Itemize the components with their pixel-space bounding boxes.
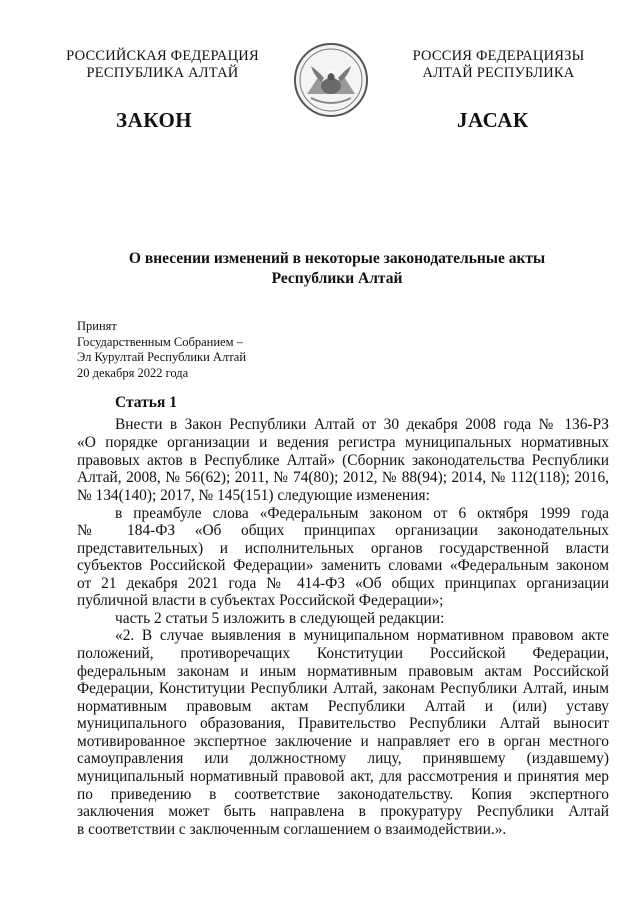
body-line: часть 2 статьи 5 изложить в следующей редакции: xyxy=(115,610,445,627)
coat-of-arms-emblem xyxy=(293,42,369,118)
header-left xyxy=(40,48,285,82)
adoption-line-2: Государственным Собранием – xyxy=(77,334,243,349)
body-line: представительных) и исполнительных органов государственной власти xyxy=(77,540,609,557)
body-line: № 184-ФЗ «Об общих принципах организации законодательных xyxy=(77,522,609,539)
body-line: в соответствии с заключенным соглашением о взаимодействии.». xyxy=(77,821,507,838)
body-line: самоуправления или должностному лицу, принявшему (издавшему) xyxy=(77,750,609,767)
body-line: «2. В случае выявления в муниципальном нормативном правовом акте xyxy=(115,627,609,644)
body-line: Внести в Закон Республики Алтай от 30 декабря 2008 года № 136-РЗ xyxy=(115,416,609,433)
adoption-date: 20 декабря 2022 года xyxy=(77,365,189,380)
republic-name-alt: АЛТАЙ РЕСПУБЛИКА xyxy=(422,65,575,81)
body-line: Алтай, 2008, № 56(62); 2011, № 74(80); 2012, № 88(94); 2014, № 112(118); 2016, xyxy=(77,469,609,486)
adoption-line-3: Эл Курултай Республики Алтай xyxy=(77,350,247,364)
article-heading: Статья 1 xyxy=(115,394,177,411)
body-line: субъектов Российской Федерации» заменить словами «Федеральным законом xyxy=(77,557,609,574)
country-name-alt: РОССИЯ ФЕДЕРАЦИЯЗЫ xyxy=(412,48,585,64)
title-line-1: О внесении изменений в некоторые законодательные акты xyxy=(128,250,546,267)
body-line: правовых актов в Республике Алтай» (Сборник законодательства Республики xyxy=(77,452,609,469)
body-line: федеральным законам и иным нормативным правовым актам Российской xyxy=(77,663,609,680)
title-line-2: Республики Алтай xyxy=(271,270,403,287)
body-line: публичной власти в субъектах Российской Федерации»; xyxy=(77,592,444,609)
body-line: муниципальный нормативный правовой акт, для рассмотрения и принятия мер xyxy=(77,768,609,785)
header-right xyxy=(376,48,621,82)
body-line: от 21 декабря 2021 года № 414-ФЗ «Об общих принципах организации xyxy=(77,575,609,592)
country-name-ru: РОССИЙСКАЯ ФЕДЕРАЦИЯ xyxy=(66,48,259,64)
body-line: «О порядке организации и ведения регистра муниципальных нормативных xyxy=(77,434,609,451)
body-line: Федерации, Конституции Республики Алтай, законам Республики Алтай, иным xyxy=(77,680,609,697)
body-line: в преамбуле слова «Федеральным законом от 6 октября 1999 года xyxy=(115,505,609,522)
law-title-alt: ЈАСАК xyxy=(457,108,529,132)
law-title-ru: ЗАКОН xyxy=(116,108,193,132)
body-line: мотивированное экспертное заключение и направляет его в орган местного xyxy=(77,733,609,750)
adoption-block xyxy=(77,319,246,381)
body-line: заключения может быть направлена в прокуратуру Республики Алтай xyxy=(77,803,609,820)
adoption-line-1: Принят xyxy=(77,319,117,333)
body-line: нормативным правовым актам Республики Алтай и (или) уставу xyxy=(77,698,609,715)
body-line: положений, противоречащих Конституции Российской Федерации, xyxy=(77,645,609,662)
body-line: муниципального образования, Правительство Республики Алтай выносит xyxy=(77,715,609,732)
republic-name-ru: РЕСПУБЛИКА АЛТАЙ xyxy=(86,65,239,81)
body-line: № 134(140); 2017, № 145(151) следующие изменения: xyxy=(77,487,430,504)
body-line: по приведению в соответствие законодательству. Копия экспертного xyxy=(77,786,609,803)
document-title xyxy=(77,249,597,289)
